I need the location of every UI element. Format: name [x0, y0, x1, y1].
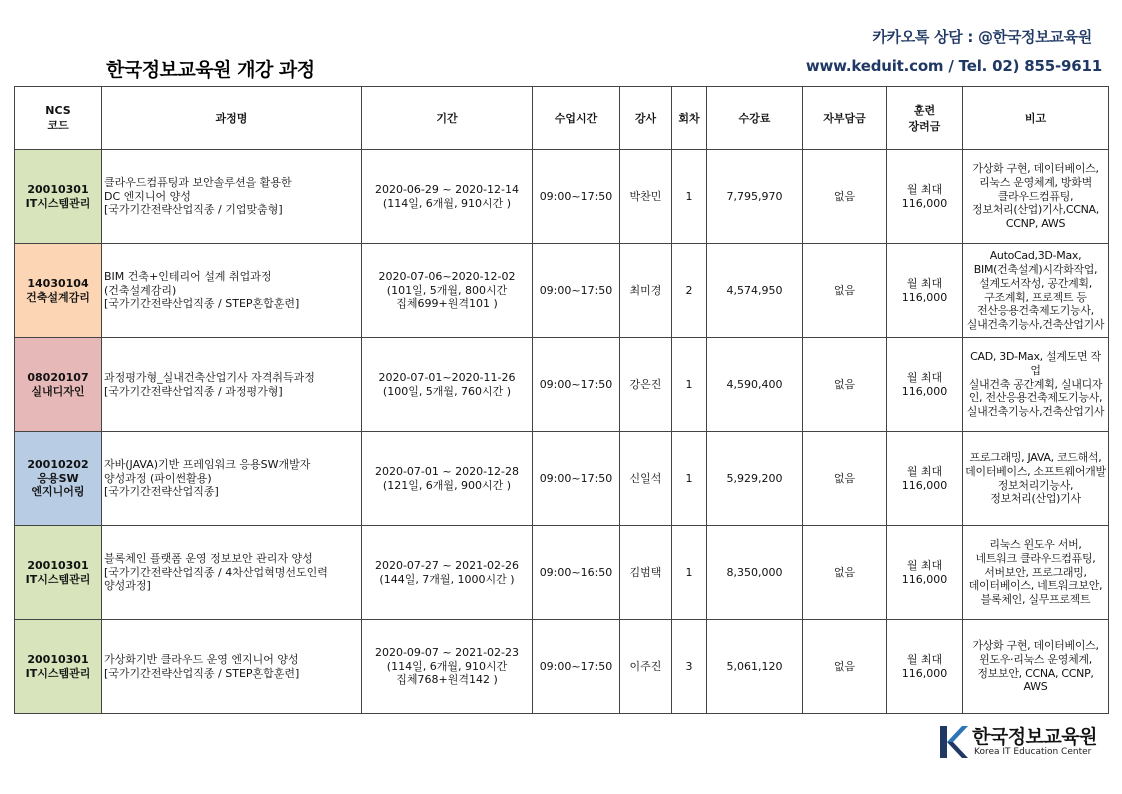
- table-row: [15, 620, 1109, 714]
- header-round: 회차: [672, 87, 707, 150]
- tuition-cell: 4,574,950: [707, 244, 803, 338]
- header-period: 기간: [362, 87, 533, 150]
- course-name-cell: 과정평가형_실내건축산업기사 자격취득과정 [국가기간전략산업직종 / 과정평가형]: [102, 338, 362, 432]
- ncs-code-cell: 20010301 IT시스템관리: [15, 150, 102, 244]
- class-time-cell: 09:00~17:50: [533, 620, 620, 714]
- instructor-cell: 이주진: [620, 620, 672, 714]
- kakaotalk-contact: 카카오톡 상담 : @한국정보교육원: [872, 28, 1092, 46]
- page-title: 한국정보교육원 개강 과정: [106, 59, 315, 81]
- table-row: [15, 526, 1109, 620]
- header-ncs-code: NCS 코드: [15, 87, 102, 150]
- round-cell: 1: [672, 338, 707, 432]
- header-course-name: 과정명: [102, 87, 362, 150]
- subsidy-cell: 월 최대 116,000: [887, 244, 963, 338]
- header-subsidy: 훈련 장려금: [887, 87, 963, 150]
- class-time-cell: 09:00~17:50: [533, 338, 620, 432]
- self-pay-cell: 없음: [803, 432, 887, 526]
- logo-name-korean: 한국정보교육원: [972, 726, 1097, 748]
- class-time-cell: 09:00~17:50: [533, 244, 620, 338]
- self-pay-cell: 없음: [803, 620, 887, 714]
- table-row: [15, 338, 1109, 432]
- remarks-cell: AutoCad,3D-Max, BIM(건축설계)시각화작업, 설계도서작성, 공간계획, 구조계획, 프로젝트 등 전산응용건축제도기능사, 실내건축기능사,건축산업기사: [963, 244, 1109, 338]
- course-name-cell: 자바(JAVA)기반 프레임워크 응용SW개발자 양성과정 (파이썬활용) [국가기간전략산업직종]: [102, 432, 362, 526]
- subsidy-cell: 월 최대 116,000: [887, 150, 963, 244]
- tuition-cell: 5,929,200: [707, 432, 803, 526]
- tuition-cell: 7,795,970: [707, 150, 803, 244]
- website-phone-contact: www.keduit.com / Tel. 02) 855-9611: [805, 57, 1102, 75]
- self-pay-cell: 없음: [803, 150, 887, 244]
- period-cell: 2020-06-29 ~ 2020-12-14 (114일, 6개월, 910시간 ): [362, 150, 533, 244]
- self-pay-cell: 없음: [803, 526, 887, 620]
- remarks-cell: 리눅스 윈도우 서버, 네트워크 클라우드컴퓨팅, 서버보안, 프로그래밍, 데이터베이스, 네트워크보안, 블록체인, 실무프로젝트: [963, 526, 1109, 620]
- tuition-cell: 5,061,120: [707, 620, 803, 714]
- table-row: [15, 244, 1109, 338]
- period-cell: 2020-09-07 ~ 2021-02-23 (114일, 6개월, 910시간 집체768+원격142 ): [362, 620, 533, 714]
- class-time-cell: 09:00~17:50: [533, 432, 620, 526]
- table-row: [15, 432, 1109, 526]
- remarks-cell: CAD, 3D-Max, 설계도면 작업 실내건축 공간계획, 실내디자 인, 전산응용건축제도기능사, 실내건축기능사,건축산업기사: [963, 338, 1109, 432]
- instructor-cell: 김범택: [620, 526, 672, 620]
- tuition-cell: 8,350,000: [707, 526, 803, 620]
- remarks-cell: 가상화 구현, 데이터베이스, 리눅스 운영체계, 방화벽 클라우드컴퓨팅, 정보처리(산업)기사,CCNA, CCNP, AWS: [963, 150, 1109, 244]
- period-cell: 2020-07-06~2020-12-02 (101일, 5개월, 800시간 집체699+원격101 ): [362, 244, 533, 338]
- course-name-cell: 블록체인 플랫폼 운영 정보보안 관리자 양성 [국가기간전략산업직종 / 4차산업혁명선도인력 양성과정]: [102, 526, 362, 620]
- ncs-code-cell: 08020107 실내디자인: [15, 338, 102, 432]
- course-table: [14, 86, 1109, 714]
- company-logo: [938, 722, 1108, 764]
- instructor-cell: 최미경: [620, 244, 672, 338]
- remarks-cell: 프로그래밍, JAVA, 코드해석, 데이터베이스, 소프트웨어개발 정보처리기능사, 정보처리(산업)기사: [963, 432, 1109, 526]
- period-cell: 2020-07-01~2020-11-26 (100일, 5개월, 760시간 ): [362, 338, 533, 432]
- header-class-time: 수업시간: [533, 87, 620, 150]
- period-cell: 2020-07-01 ~ 2020-12-28 (121일, 6개월, 900시간 ): [362, 432, 533, 526]
- table-row: [15, 150, 1109, 244]
- self-pay-cell: 없음: [803, 244, 887, 338]
- tuition-cell: 4,590,400: [707, 338, 803, 432]
- round-cell: 2: [672, 244, 707, 338]
- round-cell: 1: [672, 526, 707, 620]
- k-logo-icon: [938, 724, 968, 760]
- self-pay-cell: 없음: [803, 338, 887, 432]
- ncs-code-cell: 20010301 IT시스템관리: [15, 526, 102, 620]
- table-header-row: [15, 87, 1109, 150]
- header-tuition: 수강료: [707, 87, 803, 150]
- round-cell: 3: [672, 620, 707, 714]
- ncs-code-cell: 20010202 응용SW 엔지니어링: [15, 432, 102, 526]
- subsidy-cell: 월 최대 116,000: [887, 432, 963, 526]
- instructor-cell: 신일석: [620, 432, 672, 526]
- instructor-cell: 강은진: [620, 338, 672, 432]
- remarks-cell: 가상화 구현, 데이터베이스, 윈도우·리눅스 운영체계, 정보보안, CCNA, CCNP, AWS: [963, 620, 1109, 714]
- subsidy-cell: 월 최대 116,000: [887, 620, 963, 714]
- course-name-cell: 클라우드컴퓨팅과 보안솔루션을 활용한 DC 엔지니어 양성 [국가기간전략산업직종 / 기업맞춤형]: [102, 150, 362, 244]
- course-name-cell: BIM 건축+인테리어 설계 취업과정 (건축설계감리) [국가기간전략산업직종 / STEP혼합훈련]: [102, 244, 362, 338]
- subsidy-cell: 월 최대 116,000: [887, 338, 963, 432]
- header-remarks: 비고: [963, 87, 1109, 150]
- logo-name-english: Korea IT Education Center: [974, 747, 1092, 757]
- round-cell: 1: [672, 150, 707, 244]
- period-cell: 2020-07-27 ~ 2021-02-26 (144일, 7개월, 1000시간 ): [362, 526, 533, 620]
- class-time-cell: 09:00~17:50: [533, 150, 620, 244]
- subsidy-cell: 월 최대 116,000: [887, 526, 963, 620]
- instructor-cell: 박찬민: [620, 150, 672, 244]
- ncs-code-cell: 14030104 건축설계감리: [15, 244, 102, 338]
- round-cell: 1: [672, 432, 707, 526]
- ncs-code-cell: 20010301 IT시스템관리: [15, 620, 102, 714]
- header-instructor: 강사: [620, 87, 672, 150]
- header-self-pay: 자부담금: [803, 87, 887, 150]
- course-name-cell: 가상화기반 클라우드 운영 엔지니어 양성 [국가기간전략산업직종 / STEP혼합훈련]: [102, 620, 362, 714]
- class-time-cell: 09:00~16:50: [533, 526, 620, 620]
